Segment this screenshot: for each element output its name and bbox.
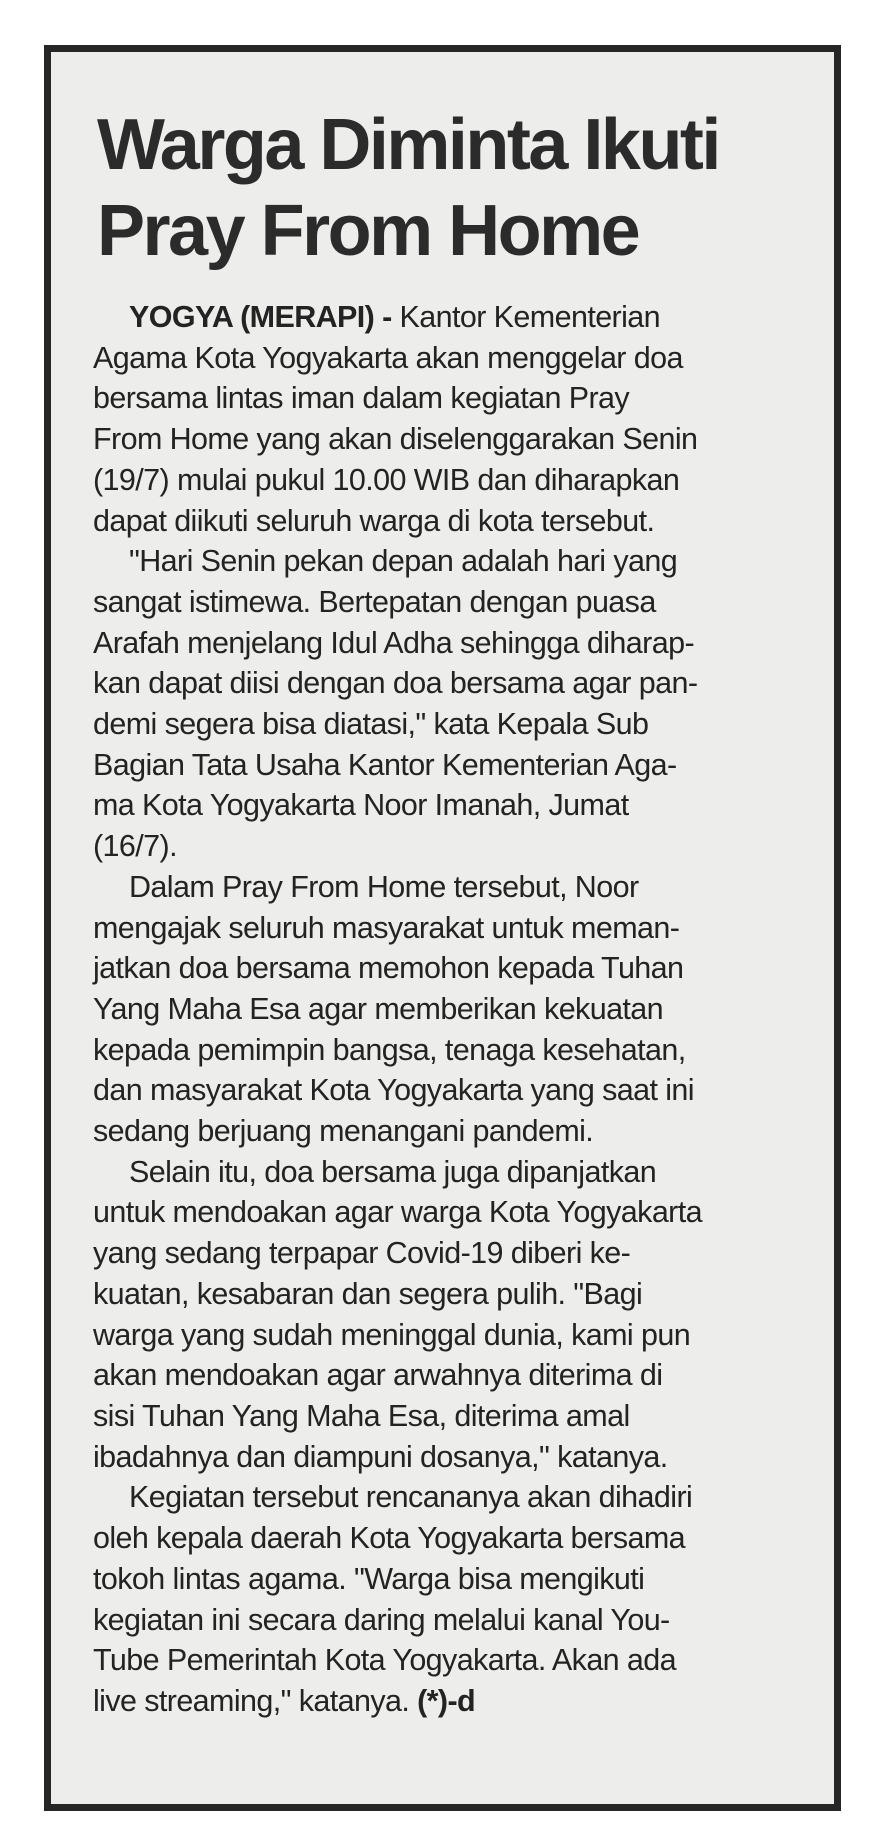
text-line: warga yang sudah meninggal dunia, kami pun: [93, 1317, 691, 1352]
text-line: demi segera bisa diatasi," kata Kepala Sub: [93, 707, 649, 742]
text-line: [93, 1681, 833, 1722]
text-line: (16/7).: [93, 829, 177, 864]
text-line: dan masyarakat Kota Yogyakarta yang saat ini: [93, 1073, 694, 1108]
text-line: [93, 297, 833, 338]
paragraph-1: [93, 297, 833, 541]
text-line: Selain itu, doa bersama juga dipanjatkan: [129, 1154, 657, 1189]
text-line-content: Kantor Kementerian: [399, 300, 661, 334]
paragraph-5: [93, 1477, 833, 1721]
text-line: kuatan, kesabaran dan segera pulih. "Bagi: [93, 1276, 643, 1311]
article-body: [93, 297, 833, 1722]
text-line: From Home yang akan diselenggarakan Senin: [93, 422, 698, 457]
text-line: kan dapat diisi dengan doa bersama agar pan-: [93, 666, 698, 701]
text-line: dapat diikuti seluruh warga di kota tersebut.: [93, 503, 655, 538]
text-line: yang sedang terpapar Covid-19 diberi ke-: [93, 1236, 631, 1271]
text-line: Kegiatan tersebut rencananya akan dihadiri: [129, 1480, 693, 1515]
headline-line: Pray From Home: [97, 191, 639, 271]
text-line: Tube Pemerintah Kota Yogyakarta. Akan ada: [93, 1643, 677, 1678]
text-line: sangat istimewa. Bertepatan dengan puasa: [93, 584, 656, 619]
text-line: sisi Tuhan Yang Maha Esa, diterima amal: [93, 1398, 630, 1433]
text-line: Arafah menjelang Idul Adha sehingga diharap-: [93, 625, 694, 660]
text-line: jatkan doa bersama memohon kepada Tuhan: [93, 951, 684, 986]
dateline: YOGYA (MERAPI) -: [129, 300, 392, 334]
text-line: sedang berjuang menangani pandemi.: [93, 1114, 594, 1149]
text-line: Yang Maha Esa agar memberikan kekuatan: [93, 991, 664, 1026]
text-line: ibadahnya dan diampuni dosanya," katanya.: [93, 1439, 668, 1474]
text-line: akan mendoakan agar arwahnya diterima di: [93, 1358, 663, 1393]
text-line: oleh kepala daerah Kota Yogyakarta bersama: [93, 1521, 686, 1556]
text-line: mengajak seluruh masyarakat untuk meman-: [93, 910, 680, 945]
headline: [97, 102, 817, 274]
text-line: kegiatan ini secara daring melalui kanal You-: [93, 1602, 670, 1637]
text-line: Bagian Tata Usaha Kantor Kementerian Aga-: [93, 747, 677, 782]
clipping-frame: [44, 45, 841, 1811]
text-line: Agama Kota Yogyakarta akan menggelar doa: [93, 340, 683, 375]
text-line: ma Kota Yogyakarta Noor Imanah, Jumat: [93, 788, 629, 823]
text-line: "Hari Senin pekan depan adalah hari yang: [129, 544, 678, 579]
text-line: Dalam Pray From Home tersebut, Noor: [129, 869, 639, 904]
paragraph-4: [93, 1152, 833, 1478]
text-line: bersama lintas iman dalam kegiatan Pray: [93, 381, 630, 416]
text-line-content: live streaming," katanya.: [93, 1683, 410, 1718]
sign-off: (*)-d: [417, 1683, 476, 1718]
paragraph-2: [93, 541, 833, 867]
text-line: untuk mendoakan agar warga Kota Yogyakarta: [93, 1195, 702, 1230]
paragraph-3: [93, 867, 833, 1152]
text-line: kepada pemimpin bangsa, tenaga kesehatan,: [93, 1032, 686, 1067]
headline-line: Warga Diminta Ikuti: [97, 105, 719, 185]
text-line: tokoh lintas agama. "Warga bisa mengikuti: [93, 1561, 645, 1596]
text-line: (19/7) mulai pukul 10.00 WIB dan diharapkan: [93, 462, 680, 497]
